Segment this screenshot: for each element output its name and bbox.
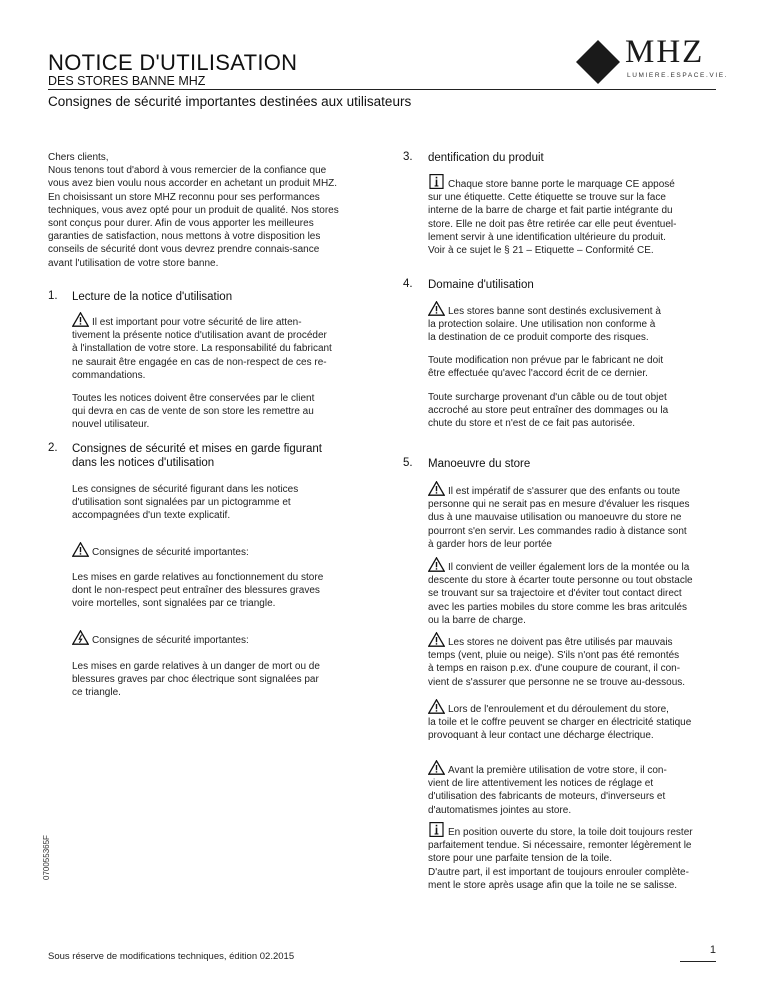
warning-icon	[72, 312, 89, 327]
section-1-number: 1.	[48, 290, 58, 302]
section-3-heading: dentification du produit	[428, 152, 544, 164]
document-title: NOTICE D'UTILISATION	[48, 50, 298, 75]
section-2-paragraph-3: Les mises en garde relatives à un danger de mort ou de blessures graves par choc électrique sont signalées par ce triangle.	[72, 661, 320, 699]
info-icon	[428, 174, 445, 189]
section-4-paragraph-1: Les stores banne sont destinés exclusivement à la protection solaire. Une utilisation non conforme à la destination de ce produit comporte des risques.	[428, 301, 720, 345]
logo-wordmark: MHZ	[625, 34, 705, 70]
header-divider	[48, 89, 716, 90]
warning-icon	[428, 760, 445, 775]
section-5-paragraph-6: En position ouverte du store, la toile doit toujours rester parfaitement tendue. Si nécessaire, remonter légèrement le store pour une parfaite tension de la toile. D'autre part, il est important de toujours enrouler complète- ment le store après usage afin que la toile ne se salisse.	[428, 822, 720, 892]
warning-icon	[428, 632, 445, 647]
section-5-paragraph-4: Lors de l'enroulement et du déroulement du store, la toile et le coffre peuvent se charger en électricité statique provoquant à leur contact une décharge électrique.	[428, 699, 720, 743]
safety-label-general: Consignes de sécurité importantes:	[72, 542, 362, 559]
section-5-heading: Manoeuvre du store	[428, 458, 531, 470]
warning-icon	[428, 699, 445, 714]
footer-note: Sous réserve de modifications techniques, édition 02.2015	[48, 951, 295, 962]
section-5-paragraph-5: Avant la première utilisation de votre store, il con- vient de lire attentivement les notices de réglage et d'utilisation des fabricants de moteurs, d'inverseurs et d'automatismes jointes au store.	[428, 760, 720, 817]
page-number: 1	[709, 944, 716, 956]
section-4-paragraph-3: Toute surcharge provenant d'un câble ou de tout objet accroché au store peut entraîner des dommages ou la chute du store et n'est de ce fait pas autorisée.	[428, 392, 669, 430]
warning-icon	[72, 542, 89, 557]
safety-heading: Consignes de sécurité importantes destinées aux utilisateurs	[48, 94, 412, 109]
section-4-paragraph-2: Toute modification non prévue par le fabricant ne doit être effectuée qu'avec l'accord écrit de ce dernier.	[428, 355, 664, 380]
section-2-paragraph-2: Les mises en garde relatives au fonctionnement du store dont le non-respect peut entraîner des blessures graves voire mortelles, sont signalées par ce triangle.	[72, 572, 324, 610]
logo-tagline: LUMIERE.ESPACE.VIE.	[627, 72, 729, 79]
warning-icon	[428, 301, 445, 316]
brand-logo	[576, 34, 729, 86]
diamond-logo-icon	[576, 40, 620, 84]
section-1-paragraph-2: Toutes les notices doivent être conservées par le client qui devra en cas de vente de son store les remettre au nouvel utilisateur.	[72, 393, 315, 431]
section-5-paragraph-3: Les stores ne doivent pas être utilisés par mauvais temps (vent, pluie ou neige). S'ils n'ont pas été remontés à temps en raison p.ex. d'une coupure de courant, il con- vient de s'assurer que personne ne se trouve au-dessous.	[428, 632, 720, 689]
page-number-rule	[680, 961, 716, 962]
electric-warning-icon	[72, 630, 89, 645]
section-5-paragraph-1: Il est impératif de s'assurer que des enfants ou toute personne qui ne serait pas en mesure d'évaluer les risques dus à une mauvaise utilisation ou manoeuvre du store ne pourront s'en servir. Les commandes radio à distance sont à garder hors de leur portée	[428, 481, 720, 551]
section-4-number: 4.	[403, 278, 413, 290]
section-3-paragraph-1: Chaque store banne porte le marquage CE apposé sur une étiquette. Cette étiquette se trouve sur la face interne de la barre de charge et fait partie intégrante du store. Elle ne doit pas être retirée car elle peut éventuel- lement servir à une identification ultérieure du produit. Voir à ce sujet le § 21 – Etiquette – Conformité CE.	[428, 174, 720, 257]
section-1-heading: Lecture de la notice d'utilisation	[72, 291, 233, 303]
section-2-paragraph-1: Les consignes de sécurité figurant dans les notices d'utilisation sont signalées par un pictogramme et accompagnées d'un texte explicatif.	[72, 484, 299, 522]
document-subtitle: DES STORES BANNE MHZ	[48, 74, 206, 88]
section-2-number: 2.	[48, 442, 58, 454]
section-1-paragraph-1: Il est important pour votre sécurité de lire atten- tivement la présente notice d'utilisation avant de procéder à l'installation de votre store. La responsabilité du fabricant ne saurait être engagée en cas de non-respect de ces re- commandations.	[72, 312, 362, 382]
warning-icon	[428, 557, 445, 572]
section-2-heading: Consignes de sécurité et mises en garde figurant dans les notices d'utilisation	[72, 443, 322, 469]
safety-label-electrical: Consignes de sécurité importantes:	[72, 630, 362, 647]
document-number: 070055365F	[42, 835, 51, 880]
section-4-heading: Domaine d'utilisation	[428, 279, 534, 291]
section-5-paragraph-2: Il convient de veiller également lors de la montée ou la descente du store à écarter toute personne ou tout obstacle se trouvant sur sa trajectoire et d'éviter tout contact direct avec les parties mobiles du store comme les bras aritculés ou la barre de charge.	[428, 557, 720, 627]
section-3-number: 3.	[403, 151, 413, 163]
info-icon	[428, 822, 445, 837]
section-5-number: 5.	[403, 457, 413, 469]
intro-paragraph: Chers clients, Nous tenons tout d'abord à vous remercier de la confiance que vous avez bien voulu nous accorder en achetant un produit MHZ. En choisissant un store MHZ reconnu pour ses performances techniques, vous avez opté pour un produit de qualité. Nos stores sont conçus pour durer. Afin de vous apporter les meilleures garanties de satisfaction, nous mettons à votre disposition les conseils de sécurité dont vous devrez prendre connais-sance avant l'utilisation de votre store banne.	[48, 152, 339, 269]
warning-icon	[428, 481, 445, 496]
